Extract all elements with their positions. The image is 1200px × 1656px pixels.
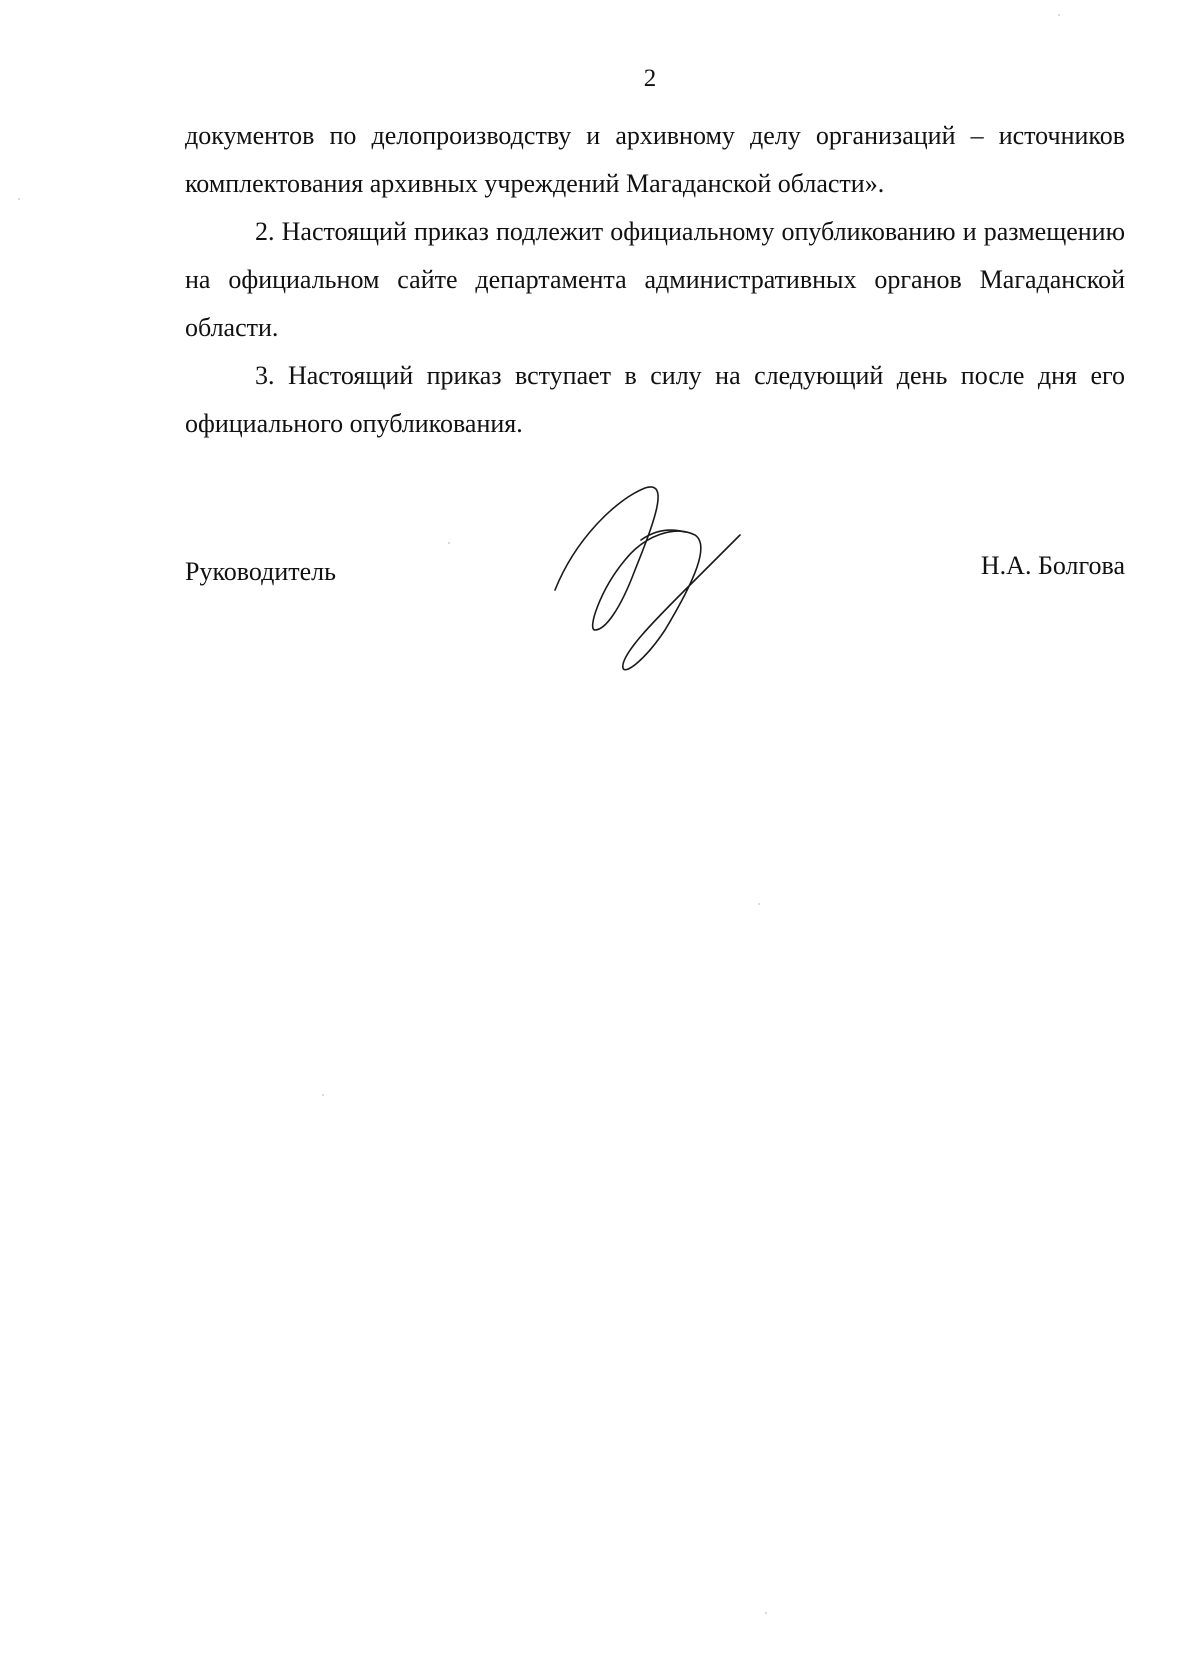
signatory-name: Н.А. Болгова (980, 551, 1125, 580)
scan-speck (322, 1094, 324, 1096)
signature-block (185, 551, 1125, 595)
scan-speck (1058, 14, 1060, 16)
paragraph-continuation: документов по делопроизводству и архивному делу организаций – источников комплектования архивных учреждений Магаданской области». (185, 121, 1125, 198)
paragraph-item-2: 2. Настоящий приказ подлежит официальному опубликованию и размещению на официальном сайте департамента административных органов Магаданской области. (185, 217, 1125, 342)
paragraph-item-3: 3. Настоящий приказ вступает в силу на следующий день после дня его официального опубликования. (185, 361, 1125, 438)
scan-speck (448, 542, 450, 544)
scan-speck (18, 198, 20, 200)
scan-speck (758, 903, 760, 905)
page-number: 2 (643, 65, 657, 92)
document-body (185, 112, 1125, 448)
signatory-position: Руководитель (185, 557, 336, 586)
scan-speck (765, 1612, 767, 1614)
